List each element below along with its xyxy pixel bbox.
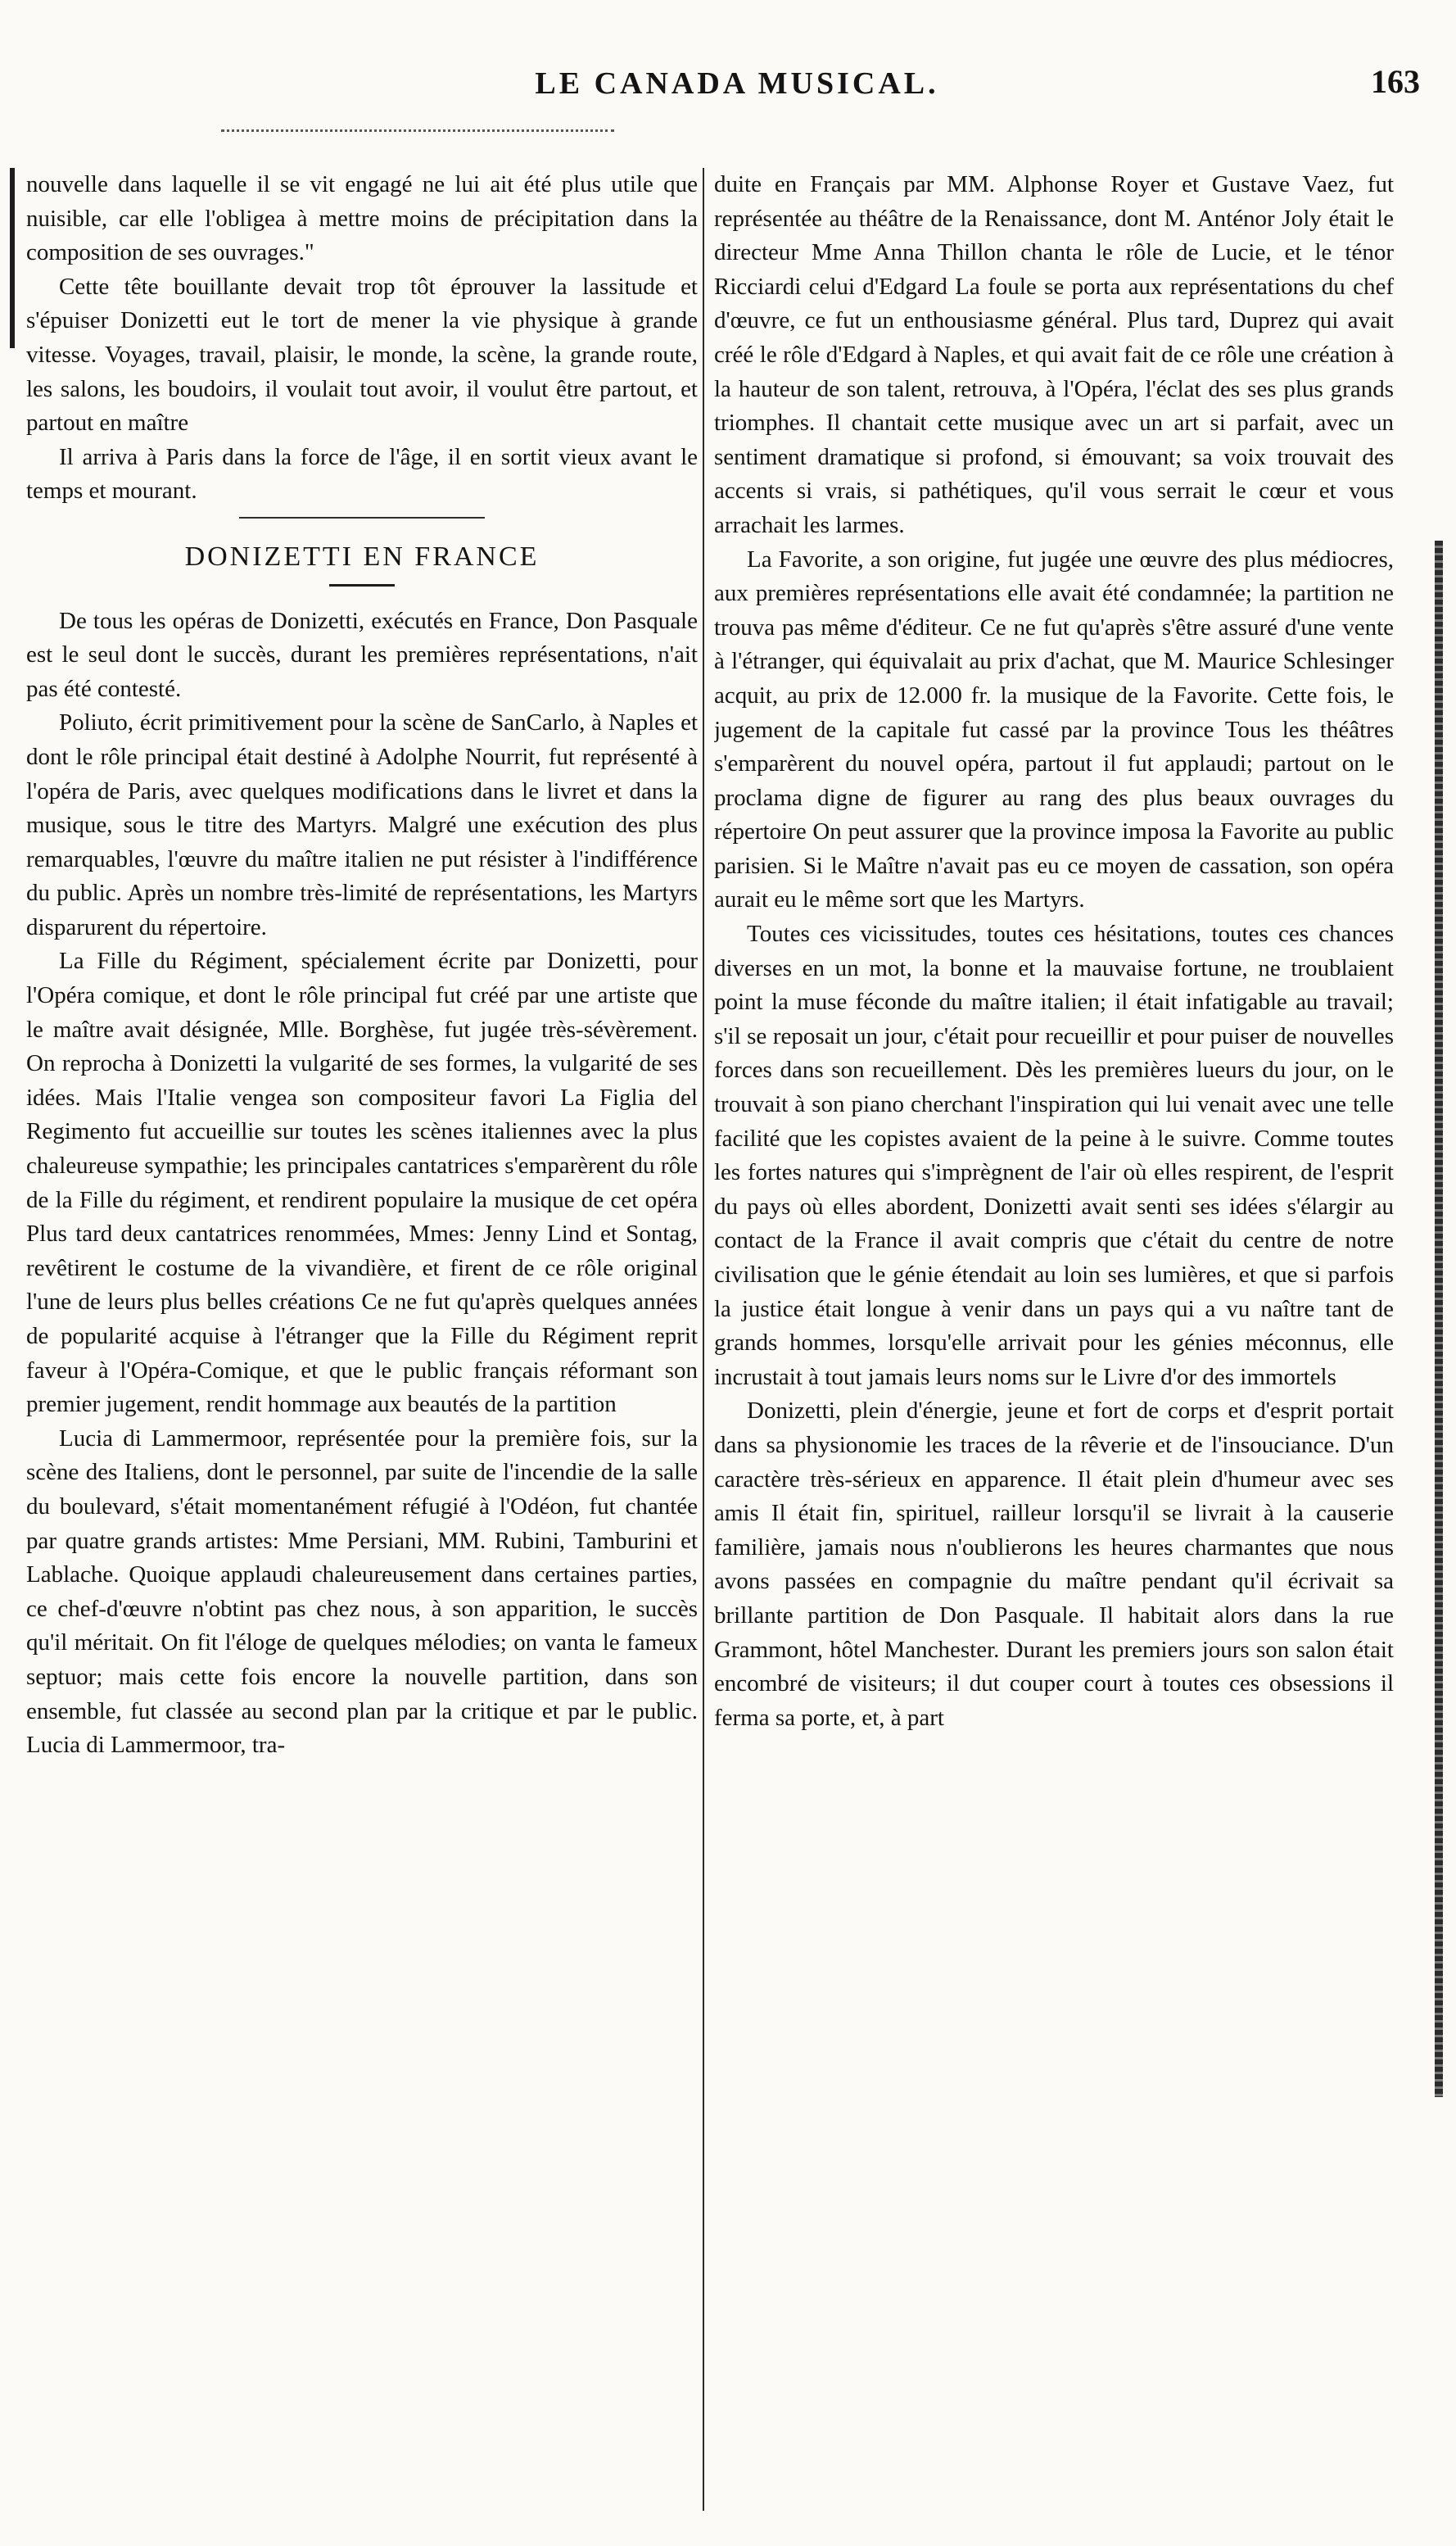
paragraph-tete-bouillante: Cette tête bouillante devait trop tôt éprouver la lassitude et s'épuiser Donizetti eut le tort de mener la vie physique à grande vitesse. Voyages, travail, plaisir, le monde, la scène, la grande route, les salons, les boudoirs, il voulait tout avoir, il voulut être partout, et partout en maître bbox=[26, 273, 698, 437]
paragraph-donizetti-portrait: Donizetti, plein d'énergie, jeune et fort de corps et d'esprit portait dans sa physionomie les traces de la rêverie et de l'insouciance. D'un caractère très-sérieux en apparence. Il était plein d'humeur avec ses amis Il était fin, spirituel, railleur lorsqu'il se livrait à la causerie familière, jamais nous n'oublierons les heures charmantes que nous avons passées en compagnie du maître pendant qu'il écrivait sa brillante partition de Don Pasquale. Il habitait alors dans la rue Grammont, hôtel Manchester. Durant les premiers jours son salon était encombré de visiteurs; il dut couper court à toutes ces obsessions il ferma sa porte, et, à part bbox=[714, 1398, 1394, 1731]
paragraph-poliuto: Poliuto, écrit primitivement pour la scène de SanCarlo, à Naples et dont le rôle principal était destiné à Adolphe Nourrit, fut représenté à l'opéra de Paris, avec quelques modifications dans le livret et dans la musique, sous le titre des Martyrs. Malgré une exécution des plus remarquables, l'œuvre du maître italien ne put résister à l'indifférence du public. Après un nombre très-limité de représentations, les Martyrs disparurent du répertoire. bbox=[26, 709, 698, 940]
left-column bbox=[26, 168, 698, 2503]
paragraph-fille-du-regiment: La Fille du Régiment, spécialement écrite par Donizetti, pour l'Opéra comique, et dont le rôle principal fut créé par une artiste que le maître avait désignée, Mlle. Borghèse, fut jugée très-sévèrement. On reprocha à Donizetti la vulgarité de ses formes, la vulgarité de ses idées. Mais l'Italie vengea son compositeur favori La Figlia del Regimento fut accueillie sur toutes les scènes italiennes avec la plus chaleureuse sympathie; les principales cantatrices s'emparèrent du rôle de la Fille du régiment, et rendirent populaire la musique de cet opéra Plus tard deux cantatrices renommées, Mmes: Jenny Lind et Sontag, revêtirent le costume de la vivandière, et firent de ce rôle original l'une de leurs plus belles créations Ce ne fut qu'après quelques années de popularité acquise à l'étranger que la Fille du Régiment reprit faveur à l'Opéra-Comique, et que le public français réformant son premier jugement, rendit hommage aux beautés de la partition bbox=[26, 948, 698, 1418]
paragraph-arriva-paris: Il arriva à Paris dans la force de l'âge, il en sortit vieux avant le temps et mourant. bbox=[26, 443, 698, 505]
header-ornamental-rule bbox=[221, 129, 614, 132]
section-divider-rule bbox=[239, 517, 485, 519]
paragraph-favorite: La Favorite, a son origine, fut jugée une œuvre des plus médiocres, aux premières représentations elle avait été condamnée; la partition ne trouva pas même d'éditeur. Ce ne fut qu'après s'être assuré d'une vente à l'étranger, qui équivalait au prix d'achat, que M. Maurice Schlesinger acquit, au prix de 12.000 fr. la musique de la Favorite. Cette fois, le jugement de la capitale fut cassé par la province Tous les théâtres s'emparèrent du nouvel opéra, partout il fut applaudi; partout on le proclama digne de figurer au rang des plus beaux ouvrages du répertoire On peut assurer que la province imposa la Favorite au public parisien. Si le Maître n'avait pas eu ce moyen de cassation, son opéra aurait eu le même sort que les Martyrs. bbox=[714, 546, 1394, 913]
left-margin-mark bbox=[10, 168, 15, 348]
paragraph-lucia-continued: duite en Français par MM. Alphonse Royer et Gustave Vaez, fut représentée au théâtre de la Renaissance, dont M. Anténor Joly était le directeur Mme Anna Thillon chanta le rôle de Lucie, et le ténor Ricciardi celui d'Edgard La foule se porta aux représentations du chef d'œuvre, ce fut un enthousiasme général. Plus tard, Duprez qui avait créé le rôle d'Edgard à Naples, et qui avait fait de ce rôle une création à la hauteur de son talent, retrouva, à l'Opéra, l'éclat des ses plus grands triomphes. Il chantait cette musique avec un art si parfait, avec un sentiment dramatique si profond, si émouvant; sa voix trouvait des accents si vrais, si pathétiques, qu'il vous serrait le cœur et vous arrachait les larmes. bbox=[714, 171, 1394, 538]
right-margin-binding-mark bbox=[1435, 541, 1443, 2097]
section-title: DONIZETTI EN FRANCE bbox=[184, 541, 540, 572]
paragraph-de-tous: De tous les opéras de Donizetti, exécutés en France, Don Pasquale est le seul dont le succès, durant les premières représentations, n'ait pas été contesté. bbox=[26, 607, 698, 702]
page-number: 163 bbox=[1371, 63, 1420, 100]
paragraph-continuation: nouvelle dans laquelle il se vit engagé ne lui ait été plus utile que nuisible, car elle l'obligea à mettre moins de précipitation dans la composition de ses ouvrages." bbox=[26, 171, 698, 266]
column-divider bbox=[703, 168, 704, 2511]
section-title-underline bbox=[329, 584, 395, 587]
paragraph-lucia: Lucia di Lammermoor, représentée pour la première fois, sur la scène des Italiens, dont le personnel, par suite de l'incendie de la salle du boulevard, s'était momentanément réfugié à l'Odéon, fut chantée par quatre grands artistes: Mme Persiani, MM. Rubini, Tamburini et Lablache. Quoique applaudi chaleureusement dans certaines parties, ce chef-d'œuvre n'obtint pas chez nous, à son apparition, le succès qu'il méritait. On fit l'éloge de quelques mélodies; on vanta le fameux septuor; mais cette fois encore la nouvelle partition, dans son ensemble, fut classée au second plan par la critique et par le public. Lucia di Lammermoor, tra- bbox=[26, 1425, 698, 1759]
page-header bbox=[0, 59, 1456, 116]
right-column bbox=[714, 168, 1394, 2503]
paragraph-vicissitudes: Toutes ces vicissitudes, toutes ces hésitations, toutes ces chances diverses en un mot, la bonne et la mauvaise fortune, ne troublaient point la muse féconde du maître italien; il était infatigable au travail; s'il se reposait un jour, c'était pour recueillir et pour puiser de nouvelles forces dans son recueillement. Dès les premières lueurs du jour, on le trouvait à son piano cherchant l'inspiration qui lui venait avec une telle facilité que les copistes avaient de la peine à le suivre. Comme toutes les fortes natures qui s'imprègnent de l'air où elles respirent, de l'esprit du pays où elles abordent, Donizetti avait senti ses idées s'élargir au contact de la France il avait compris que c'était du centre de notre civilisation que le génie étendait au loin ses lumières, et que si parfois la justice était longue à venir dans un pays qui a vu naître tant de grands hommes, lorsqu'elle arrivait pour les génies méconnus, elle incrustait à tout jamais leurs noms sur le Livre d'or des immortels bbox=[714, 921, 1394, 1390]
running-title: LE CANADA MUSICAL. bbox=[535, 66, 939, 101]
